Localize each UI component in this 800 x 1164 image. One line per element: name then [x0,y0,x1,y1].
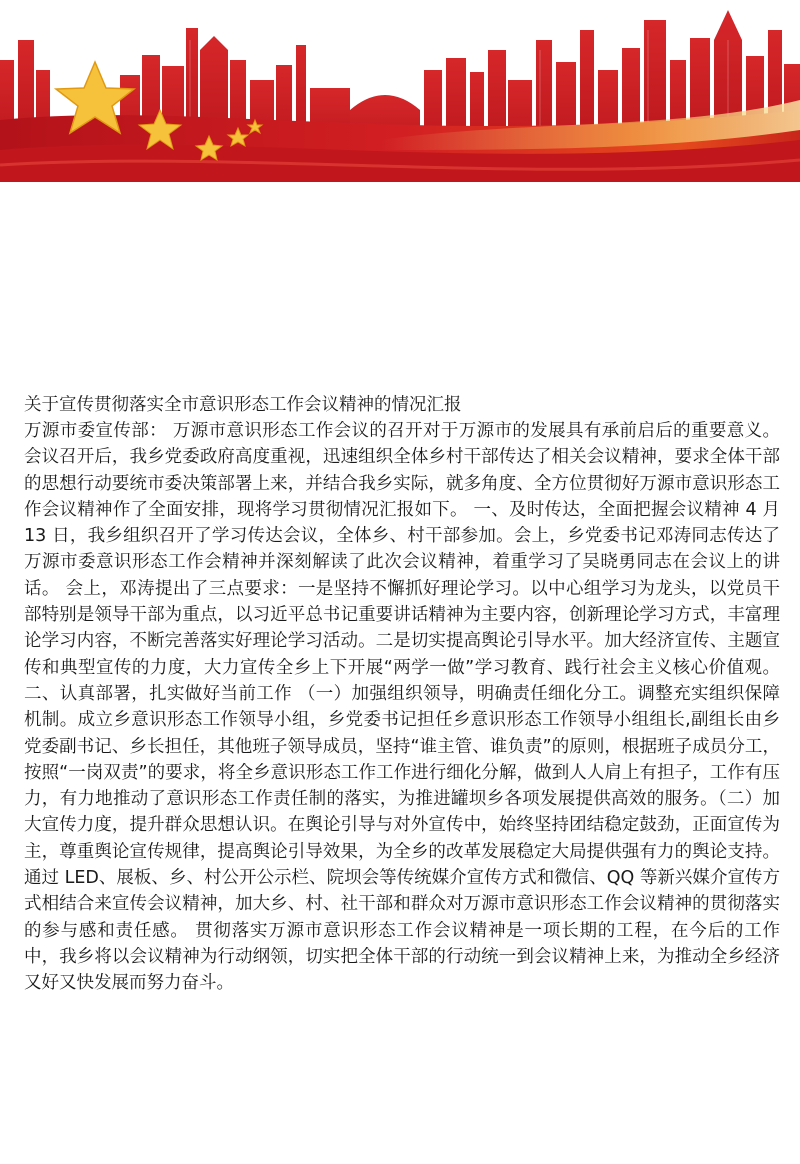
document-body: 万源市委宣传部： 万源市意识形态工作会议的召开对于万源市的发展具有承前启后的重要意义。会议召开后，我乡党委政府高度重视，迅速组织全体乡村干部传达了相关会议精神，要求全体干部的思想行动要统市委决策部署上来，并结合我乡实际，就多角度、全方位贯彻好万源市意识形态工作会议精神作了全面安排，现将学习贯彻情况汇报如下。 一、及时传达，全面把握会议精神 4 月 13 日，我乡组织召开了学习传达会议，全体乡、村干部参加。会上，乡党委书记邓涛同志传达了万源市委意识形态工作会精神并深刻解读了此次会议精神，着重学习了吴晓勇同志在会议上的讲话。 会上，邓涛提出了三点要求：一是坚持不懈抓好理论学习。以中心组学习为龙头，以党员干部特别是领导干部为重点，以习近平总书记重要讲话精神为主要内容，创新理论学习方式，丰富理论学习内容，不断完善落实好理论学习活动。二是切实提高舆论引导水平。加大经济宣传、主题宣传和典型宣传的力度，大力宣传全乡上下开展“两学一做”学习教育、践行社会主义核心价值观。 二、认真部署，扎实做好当前工作 （一）加强组织领导，明确责任细化分工。调整充实组织保障机制。成立乡意识形态工作领导小组，乡党委书记担任乡意识形态工作领导小组组长,副组长由乡党委副书记、乡长担任，其他班子领导成员，坚持“谁主管、谁负责”的原则，根据班子成员分工，按照“一岗双责”的要求，将全乡意识形态工作工作进行细化分解，做到人人肩上有担子，工作有压力，有力地推动了意识形态工作责任制的落实，为推进罐坝乡各项发展提供高效的服务。（二）加大宣传力度，提升群众思想认识。在舆论引导与对外宣传中，始终坚持团结稳定鼓劲，正面宣传为主，尊重舆论宣传规律，提高舆论引导效果，为全乡的改革发展稳定大局提供强有力的舆论支持。通过 LED、展板、乡、村公开公示栏、院坝会等传统媒介宣传方式和微信、QQ 等新兴媒介宣传方式相结合来宣传会议精神，加大乡、村、社干部和群众对万源市意识形态工作会议精神的贯彻落实的参与感和责任感。 贯彻落实万源市意识形态工作会议精神是一项长期的工程，在今后的工作中，我乡将以会议精神为行动纲领，切实把全体干部的行动统一到会议精神上来，为推动全乡经济又好又快发展而努力奋斗。 [24,421,780,994]
red-city-skyline-illustration [0,0,800,190]
header-banner [0,0,800,190]
document-title: 关于宣传贯彻落实全市意识形态工作会议精神的情况汇报 [24,395,462,415]
report-document [24,392,780,997]
